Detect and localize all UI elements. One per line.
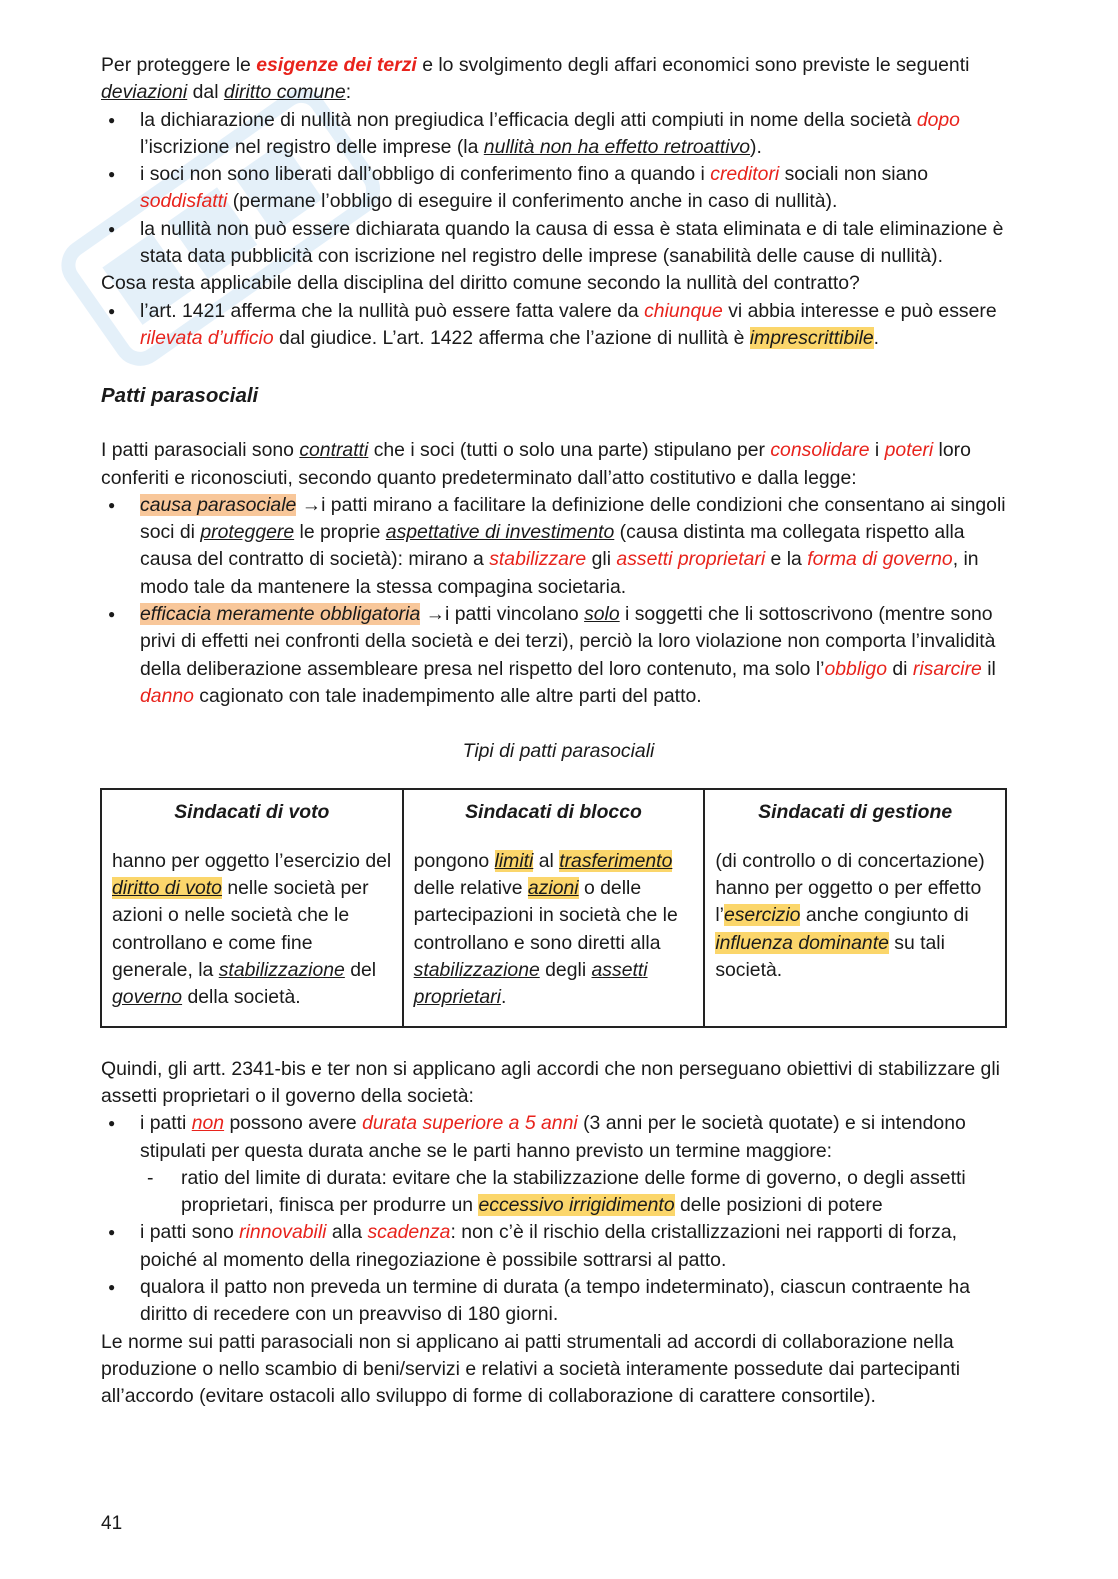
closing-paragraph: Le norme sui patti parasociali non si applicano ai patti strumentali ad accordi di collaborazione nella produzione o nello scambio di beni/servizi e relativi a società interamente possedute dai partecipanti all’accordo (evitare ostacoli allo sviluppo di forme di collaborazione di carattere consortile).	[101, 1330, 961, 1408]
table-header-blocking: Sindacati di blocco	[403, 789, 705, 848]
list-item: ● i patti sono rinnovabili alla scadenza: non c’è il rischio della cristallizzazioni nei rapporti di forza, poiché al momento della rinegoziazione è possibile sottrarsi al patto.	[101, 1219, 1016, 1274]
list-item: ● la dichiarazione di nullità non pregiudica l’efficacia degli atti compiuti in nome della società dopo l’iscrizione nel registro delle imprese (la nullità non ha effetto retroattivo).	[101, 107, 1016, 162]
list-item: ● qualora il patto non preveda un termine di durata (a tempo indeterminato), ciascun contraente ha diritto di recedere con un preavviso di 180 giorni.	[101, 1274, 1016, 1329]
duration-list	[101, 1110, 1016, 1165]
list-item: - ratio del limite di durata: evitare che la stabilizzazione delle forme di governo, o degli assetti proprietari, finisca per produrre un eccessivo irrigidimento delle posizioni di potere	[101, 1165, 1016, 1220]
pact-types-table	[100, 788, 1007, 1028]
table-header-voting: Sindacati di voto	[101, 789, 403, 848]
list-item: ● i patti non possono avere durata superiore a 5 anni (3 anni per le società quotate) e si intendono stipulati per questa durata anche se le parti hanno previsto un termine maggiore:	[101, 1110, 1016, 1165]
sub-list	[101, 1165, 1016, 1220]
renewal-list	[101, 1219, 1016, 1328]
question-paragraph: Cosa resta applicabile della disciplina del diritto comune secondo la nullità del contratto?	[101, 272, 860, 295]
section-heading: Patti parasociali	[101, 384, 259, 408]
table-header-management: Sindacati di gestione	[704, 789, 1006, 848]
document-page	[101, 52, 1016, 1410]
intro-paragraph: Per proteggere le esigenze dei terzi e lo svolgimento degli affari economici sono previste le seguenti deviazioni dal diritto comune:	[101, 54, 970, 104]
features-list	[101, 492, 1016, 710]
table-cell-blocking: pongono limiti al trasferimento delle relative azioni o delle partecipazioni in società che le controllano e sono diretti alla stabilizzazione degli assetti proprietari.	[403, 848, 705, 1027]
table-cell-voting: hanno per oggetto l’esercizio del diritto di voto nelle società per azioni o nelle società che le controllano e come fine generale, la stabilizzazione del governo della società.	[101, 848, 403, 1027]
definition-paragraph: I patti parasociali sono contratti che i soci (tutti o solo una parte) stipulano per consolidare i poteri loro conferiti e riconosciuti, secondo quanto predeterminato dall’atto costitutivo e dalla legge:	[101, 439, 971, 489]
exclusions-paragraph: Quindi, gli artt. 2341-bis e ter non si applicano agli accordi che non perseguano obiettivi di stabilizzare gli assetti proprietari o il governo della società:	[101, 1057, 1000, 1107]
page-number: 41	[101, 1513, 123, 1534]
list-item: ● l’art. 1421 afferma che la nullità può essere fatta valere da chiunque vi abbia interesse e può essere rilevata d’ufficio dal giudice. L’art. 1422 afferma che l’azione di nullità è imprescrittibile.	[101, 298, 1016, 353]
list-item: ● efficacia meramente obbligatoria →i patti vincolano solo i soggetti che li sottoscrivono (mentre sono privi di effetti nei confronti della società e dei terzi), perciò la loro violazione non comporta l’invalidità della deliberazione assembleare presa nel rispetto del loro contenuto, ma solo l’obbligo di risarcire il danno cagionato con tale inadempimento alle altre parti del patto.	[101, 601, 1016, 710]
list-item: ● causa parasociale →i patti mirano a facilitare la definizione delle condizioni che consentano ai singoli soci di proteggere le proprie aspettative di investimento (causa distinta ma collegata rispetto alla causa del contratto di società): mirano a stabilizzare gli assetti proprietari e la forma di governo, in modo tale da mantenere la stessa compagina societaria.	[101, 492, 1016, 601]
articles-list	[101, 298, 1016, 353]
table-caption: Tipi di patti parasociali	[462, 740, 655, 763]
list-item: ● la nullità non può essere dichiarata quando la causa di essa è stata eliminata e di tale eliminazione è stata data pubblicità con iscrizione nel registro delle imprese (sanabilità delle cause di nullità).	[101, 216, 1016, 271]
list-item: ● i soci non sono liberati dall’obbligo di conferimento fino a quando i creditori sociali non siano soddisfatti (permane l’obbligo di eseguire il conferimento anche in caso di nullità).	[101, 161, 1016, 216]
table-cell-management: (di controllo o di concertazione) hanno per oggetto o per effetto l’esercizio anche congiunto di influenza dominante su tali società.	[704, 848, 1006, 1027]
deviations-list	[101, 107, 1016, 271]
